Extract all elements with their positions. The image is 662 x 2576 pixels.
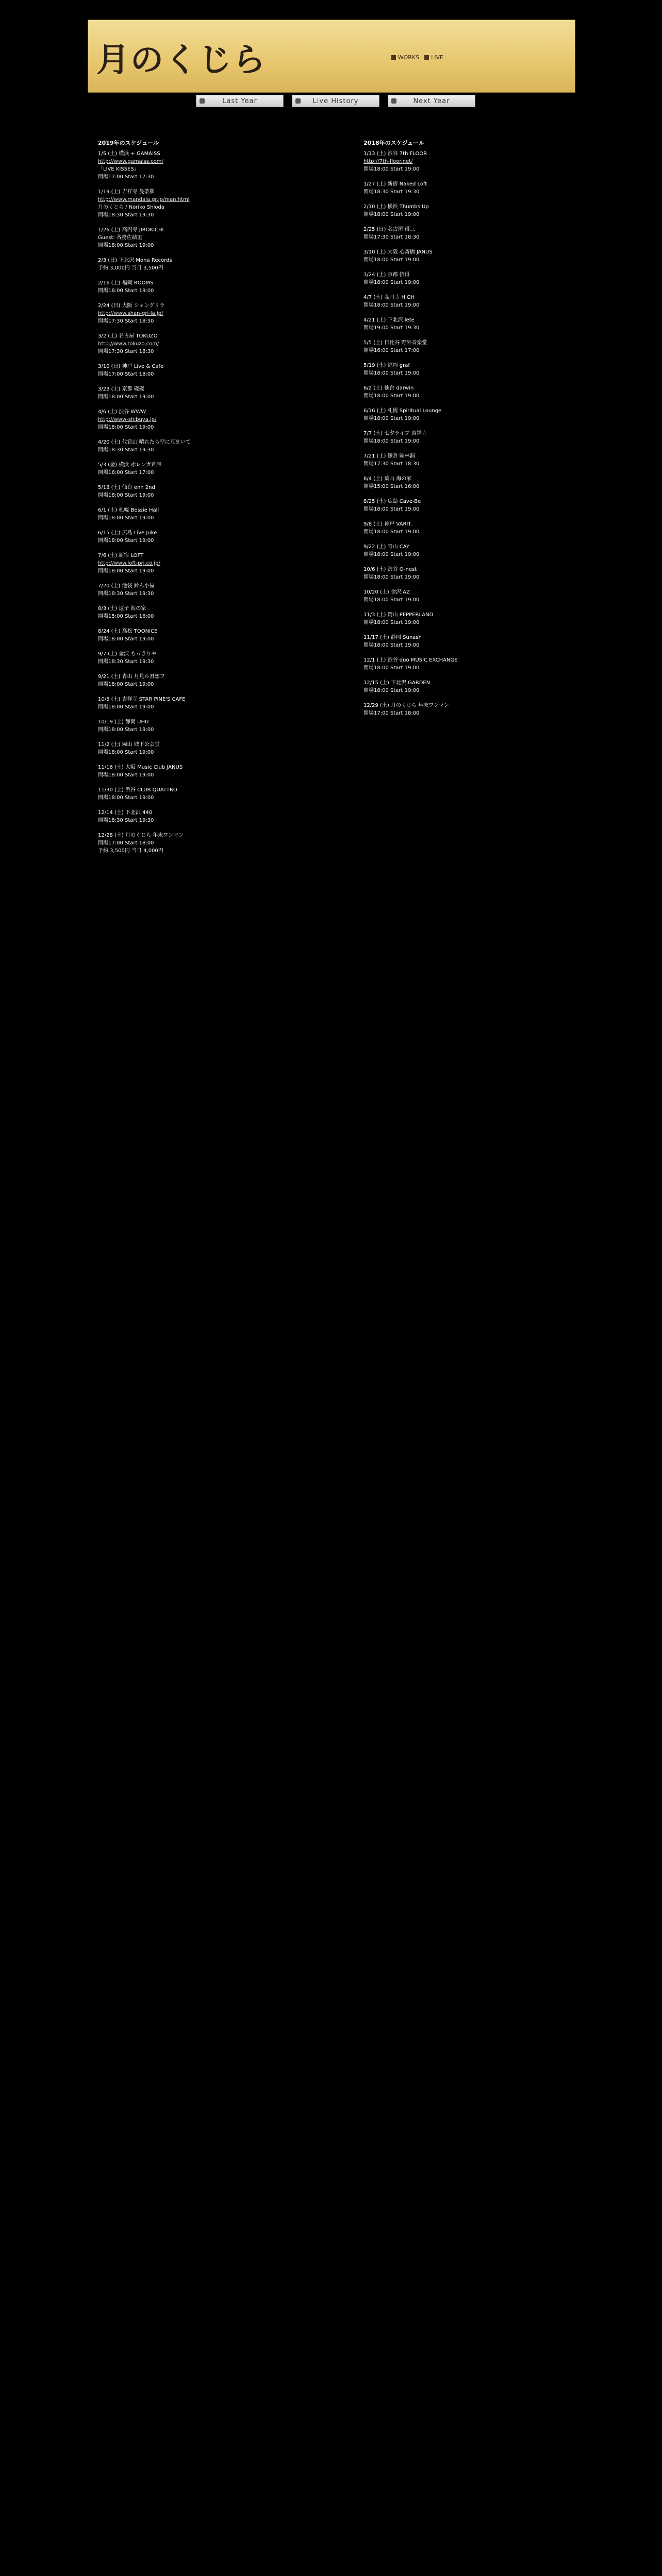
entry-line: 開場18:00 Start 19:00	[98, 425, 154, 430]
entry-line: 開場18:00 Start 19:00	[98, 727, 154, 733]
entry-line: 開場18:00 Start 19:00	[363, 212, 420, 217]
entry-line: 開場18:00 Start 19:00	[363, 393, 420, 399]
schedule-entry	[363, 702, 621, 717]
schedule-entry	[363, 362, 621, 377]
entry-heading: 5/5 (土) 日比谷 野外音楽堂	[363, 340, 427, 346]
entry-link[interactable]: http://7th-floor.net/	[363, 159, 413, 164]
entry-heading: 1/26 (土) 高円寺 JIROKICHI	[98, 227, 164, 233]
schedule-column-left	[98, 139, 356, 2576]
entry-heading: 11/16 (土) 大阪 Music Club JANUS	[98, 765, 183, 770]
schedule-entry	[98, 605, 356, 620]
schedule-entry	[98, 582, 356, 598]
entry-line: 開場18:00 Start 19:00	[363, 416, 420, 421]
entry-line: 開場17:00 Start 18:00	[363, 710, 420, 716]
schedule-entry	[363, 452, 621, 468]
entry-heading: 3/23 (土) 京都 磔磔	[98, 386, 144, 392]
entry-line: 開場18:00 Start 19:00	[363, 438, 420, 444]
entry-line: 開場18:00 Start 19:00	[363, 574, 420, 580]
schedule-entry	[98, 438, 356, 454]
entry-link[interactable]: http://www.loft-prj.co.jp/	[98, 561, 160, 566]
schedule-column-right	[363, 139, 621, 2576]
schedule-entry	[363, 566, 621, 581]
entry-line: 開場18:00 Start 19:00	[98, 795, 154, 801]
schedule-entry	[98, 786, 356, 802]
entry-heading: 12/28 (土) 月のくじら 年末ワンマン	[98, 833, 184, 838]
schedule-entry	[98, 529, 356, 545]
nav-label: LIVE	[431, 54, 443, 61]
entry-line: 開場18:00 Start 19:00	[98, 704, 154, 710]
entry-heading: 7/20 (土) 池袋 鈴ん小屋	[98, 583, 155, 589]
entry-heading: 1/5 (土) 横浜 + GAMAISS	[98, 151, 160, 157]
schedule-entry	[363, 543, 621, 558]
entry-line: 開場18:00 Start 19:00	[98, 750, 154, 755]
entry-line: 開場18:00 Start 19:00	[98, 394, 154, 400]
entry-heading: 5/3 (金) 横浜 赤レンガ倉庫	[98, 462, 162, 468]
entry-link[interactable]: http://www.tokuzo.com/	[98, 341, 159, 347]
entry-line: 開場17:30 Start 18:30	[98, 318, 154, 324]
entry-heading: 8/4 (土) 葉山 海の家	[363, 476, 412, 482]
entry-heading: 4/21 (土) 下北沢 lete	[363, 317, 415, 323]
entry-heading: 3/10 (土) 大阪 心斎橋 JANUS	[363, 249, 433, 255]
schedule-entry	[363, 271, 621, 286]
schedule-entry	[363, 203, 621, 218]
entry-heading: 10/20 (土) 金沢 AZ	[363, 589, 410, 595]
entry-line: 開場18:30 Start 19:30	[363, 189, 420, 195]
entry-heading: 2/24 (日) 大阪 シャングリラ	[98, 303, 165, 309]
schedule-entry	[363, 430, 621, 445]
entry-line: 開場18:00 Start 19:00	[363, 642, 420, 648]
schedule-entry	[98, 257, 356, 272]
schedule-entry	[363, 316, 621, 332]
entry-line: 開場15:00 Start 16:00	[98, 614, 154, 619]
entry-line: 開場17:30 Start 18:30	[363, 461, 420, 467]
entry-heading: 7/7 (土) 七夕ライブ 吉祥寺	[363, 431, 427, 436]
entry-heading: 6/2 (土) 仙台 darwin	[363, 385, 414, 391]
header-banner	[88, 20, 575, 93]
schedule-entry	[98, 809, 356, 824]
entry-heading: 10/5 (土) 吉祥寺 STAR PINE'S CAFE	[98, 697, 186, 702]
entry-heading: 10/19 (土) 静岡 UHU	[98, 719, 149, 725]
entry-line: 開場18:00 Start 19:00	[363, 280, 420, 285]
schedule-entry	[98, 188, 356, 219]
entry-line: 開場17:00 Start 18:00	[98, 840, 154, 846]
entry-heading: 11/2 (土) 岡山 城下公会堂	[98, 742, 160, 748]
schedule-entry	[98, 279, 356, 295]
tab-last-year[interactable]	[196, 95, 284, 107]
square-bullet-icon	[391, 55, 396, 60]
schedule-entry	[98, 408, 356, 431]
schedule-entry	[98, 461, 356, 477]
square-bullet-icon	[424, 55, 429, 60]
nav-label: WORKS	[398, 54, 420, 61]
schedule-entry	[363, 294, 621, 309]
schedule-entry	[98, 696, 356, 711]
tab-label: Last Year	[222, 97, 257, 105]
entry-line: 開場18:00 Start 19:00	[98, 493, 154, 498]
entry-line: 開場18:30 Start 19:30	[98, 818, 154, 823]
entry-heading: 1/27 (土) 新宿 Naked Loft	[363, 181, 427, 187]
entry-heading: 12/14 (土) 下北沢 440	[98, 810, 153, 816]
entry-line: 開場18:00 Start 19:00	[363, 688, 420, 693]
schedule-entry	[98, 628, 356, 643]
entry-heading: 4/6 (土) 渋谷 WWW	[98, 409, 146, 415]
entry-heading: 9/21 (土) 青山 月見ル君想フ	[98, 674, 165, 680]
schedule-entry	[98, 332, 356, 355]
entry-heading: 7/21 (土) 鎌倉 歐林洞	[363, 453, 415, 459]
schedule-entry	[363, 339, 621, 354]
entry-line: 開場18:30 Start 19:30	[98, 659, 154, 665]
schedule-entry	[98, 832, 356, 855]
entry-heading: 3/2 (土) 名古屋 TOKUZO	[98, 333, 158, 339]
schedule-entry	[363, 679, 621, 694]
nav-item-live[interactable]	[424, 54, 443, 61]
entry-line: 開場17:00 Start 18:00	[98, 371, 154, 377]
schedule-entry	[363, 180, 621, 196]
schedule-entry	[363, 150, 621, 173]
entry-link[interactable]: http://www-shibuya.jp/	[98, 417, 157, 422]
schedule-entry	[98, 363, 356, 378]
schedule-entry	[363, 588, 621, 604]
schedule-entry	[363, 407, 621, 422]
schedule-entry	[363, 384, 621, 400]
entry-link[interactable]: http://www.mandala.gr.jp/man.html	[98, 197, 190, 202]
schedule-entry	[98, 673, 356, 688]
schedule-entry	[98, 484, 356, 499]
entry-line: 開場18:00 Start 19:00	[98, 682, 154, 687]
tab-label: Next Year	[413, 97, 450, 105]
entry-line: 開場18:00 Start 19:00	[98, 772, 154, 778]
entry-line: 開場18:00 Start 19:00	[363, 552, 420, 557]
schedule-entry	[363, 498, 621, 513]
schedule-entry	[98, 150, 356, 181]
entry-line: 開場19:00 Start 19:30	[363, 325, 420, 331]
entry-heading: 12/1 (土) 渋谷 duo MUSIC EXCHANGE	[363, 657, 458, 663]
entry-heading: 3/24 (土) 京都 拾得	[363, 272, 410, 278]
year-tabs	[196, 95, 505, 107]
entry-heading: 8/24 (土) 高松 TOONICE	[98, 629, 158, 634]
entry-line: 月のくじら / Noriko Shioda	[98, 205, 165, 210]
entry-line: 開場17:30 Start 18:30	[98, 349, 154, 354]
schedule-entry	[363, 611, 621, 626]
entry-heading: 4/7 (土) 高円寺 HIGH	[363, 295, 415, 300]
entry-heading: 11/3 (土) 岡山 PEPPERLAND	[363, 612, 434, 618]
schedule-entry	[98, 226, 356, 249]
schedule-entry	[363, 520, 621, 536]
entry-line: 開場18:00 Start 19:00	[363, 620, 420, 625]
entry-line: Guest: 各務佐緒里	[98, 235, 142, 241]
entry-line: 開場17:30 Start 18:30	[363, 234, 420, 240]
entry-line: 開場18:00 Start 19:00	[98, 538, 154, 544]
entry-line: 開場18:00 Start 19:00	[98, 568, 154, 574]
section-title: 2018年のスケジュール	[363, 140, 424, 146]
entry-heading: 8/25 (土) 広島 Cave-Be	[363, 499, 421, 504]
entry-line: 開場18:00 Start 19:00	[98, 515, 154, 521]
entry-line: 開場16:00 Start 17:00	[98, 470, 154, 476]
entry-heading: 11/17 (土) 静岡 Sunash	[363, 635, 422, 640]
schedule-entry	[98, 506, 356, 522]
entry-line: 「LIVE KISSES」	[98, 166, 139, 172]
entry-heading: 3/10 (日) 神戸 Live & Cafe	[98, 364, 164, 369]
schedule-entry	[98, 650, 356, 666]
tab-next-year[interactable]	[388, 95, 475, 107]
top-nav	[391, 54, 443, 61]
site-logo[interactable]: 月のくじら	[96, 41, 267, 79]
entry-line: 開場18:00 Start 19:00	[363, 257, 420, 263]
schedule-entry	[98, 764, 356, 779]
entry-heading: 12/15 (土) 下北沢 GARDEN	[363, 680, 431, 686]
arrow-icon	[295, 98, 301, 104]
entry-heading: 1/13 (土) 渋谷 7th FLOOR	[363, 151, 427, 157]
entry-heading: 2/16 (土) 福岡 ROOMS	[98, 280, 154, 286]
tab-label: Live History	[312, 97, 359, 105]
entry-line: 開場18:00 Start 19:00	[363, 665, 420, 671]
schedule-entry	[98, 552, 356, 575]
section-title: 2019年のスケジュール	[98, 140, 159, 146]
entry-line: 予約 3,500円 当日 4,000円	[98, 848, 163, 854]
entry-line: 開場18:00 Start 19:00	[363, 506, 420, 512]
entry-heading: 2/10 (土) 横浜 Thumbs Up	[363, 204, 429, 210]
entry-line: 開場17:00 Start 17:30	[98, 174, 154, 180]
entry-line: 開場18:00 Start 19:00	[363, 529, 420, 535]
entry-heading: 11/30 (土) 渋谷 CLUB QUATTRO	[98, 787, 177, 793]
entry-list	[98, 150, 356, 855]
entry-link[interactable]: http://www.gamaiss.com/	[98, 159, 163, 164]
entry-list	[363, 150, 621, 717]
schedule-entry	[363, 656, 621, 672]
entry-line: 予約 3,000円 当日 3,500円	[98, 265, 163, 271]
entry-line: 開場18:00 Start 19:00	[363, 370, 420, 376]
entry-line: 開場16:00 Start 17:00	[363, 348, 420, 353]
entry-line: 開場15:00 Start 16:00	[363, 484, 420, 489]
entry-heading: 9/7 (土) 金沢 もっきりや	[98, 651, 157, 657]
entry-heading: 12/29 (土) 月のくじら 年末ワンマン	[363, 703, 450, 708]
entry-heading: 4/20 (土) 代官山 晴れたら空に豆まいて	[98, 439, 191, 445]
schedule-entry	[98, 741, 356, 756]
schedule-entry	[98, 385, 356, 401]
entry-heading: 5/19 (土) 福岡 graf	[363, 363, 410, 368]
entry-heading: 1/19 (土) 吉祥寺 曼荼羅	[98, 189, 155, 195]
entry-line: 開場18:00 Start 19:00	[98, 636, 154, 642]
entry-line: 開場18:00 Start 19:00	[98, 288, 154, 294]
tab-live-history[interactable]	[292, 95, 379, 107]
entry-heading: 7/6 (土) 新宿 LOFT	[98, 553, 144, 558]
entry-heading: 5/18 (土) 仙台 enn 2nd	[98, 485, 155, 490]
arrow-icon	[200, 98, 205, 104]
arrow-icon	[391, 98, 396, 104]
entry-line: 開場18:30 Start 19:30	[98, 447, 154, 453]
entry-line: 開場18:00 Start 19:00	[363, 302, 420, 308]
schedule-entry	[98, 718, 356, 734]
entry-heading: 6/15 (土) 広島 Live Juke	[98, 530, 157, 536]
schedule-entry	[363, 634, 621, 649]
entry-line: 開場18:30 Start 19:30	[98, 212, 154, 218]
schedule-entry	[363, 475, 621, 490]
entry-heading: 10/6 (土) 渋谷 O-nest	[363, 567, 417, 572]
schedule-entry	[363, 248, 621, 264]
entry-line: 開場18:00 Start 19:00	[363, 597, 420, 603]
entry-heading: 6/16 (土) 札幌 Spiritual Lounge	[363, 408, 442, 414]
entry-line: 開場18:00 Start 19:00	[98, 243, 154, 248]
entry-link[interactable]: http://www.shan-gri-la.jp/	[98, 311, 163, 316]
entry-heading: 9/8 (土) 神戸 VARIT.	[363, 521, 412, 527]
schedule-entry	[363, 226, 621, 241]
entry-heading: 9/22 (土) 青山 CAY	[363, 544, 409, 550]
entry-heading: 2/3 (日) 下北沢 Mona Records	[98, 258, 172, 263]
entry-line: 開場18:00 Start 19:00	[363, 166, 420, 172]
entry-line: 開場18:30 Start 19:30	[98, 591, 154, 597]
schedule-entry	[98, 302, 356, 325]
entry-heading: 6/1 (土) 札幌 Bessie Hall	[98, 507, 159, 513]
entry-heading: 8/3 (土) 逗子 海の家	[98, 606, 146, 612]
entry-heading: 2/25 (日) 名古屋 得三	[363, 227, 415, 232]
nav-item-works[interactable]	[391, 54, 419, 61]
